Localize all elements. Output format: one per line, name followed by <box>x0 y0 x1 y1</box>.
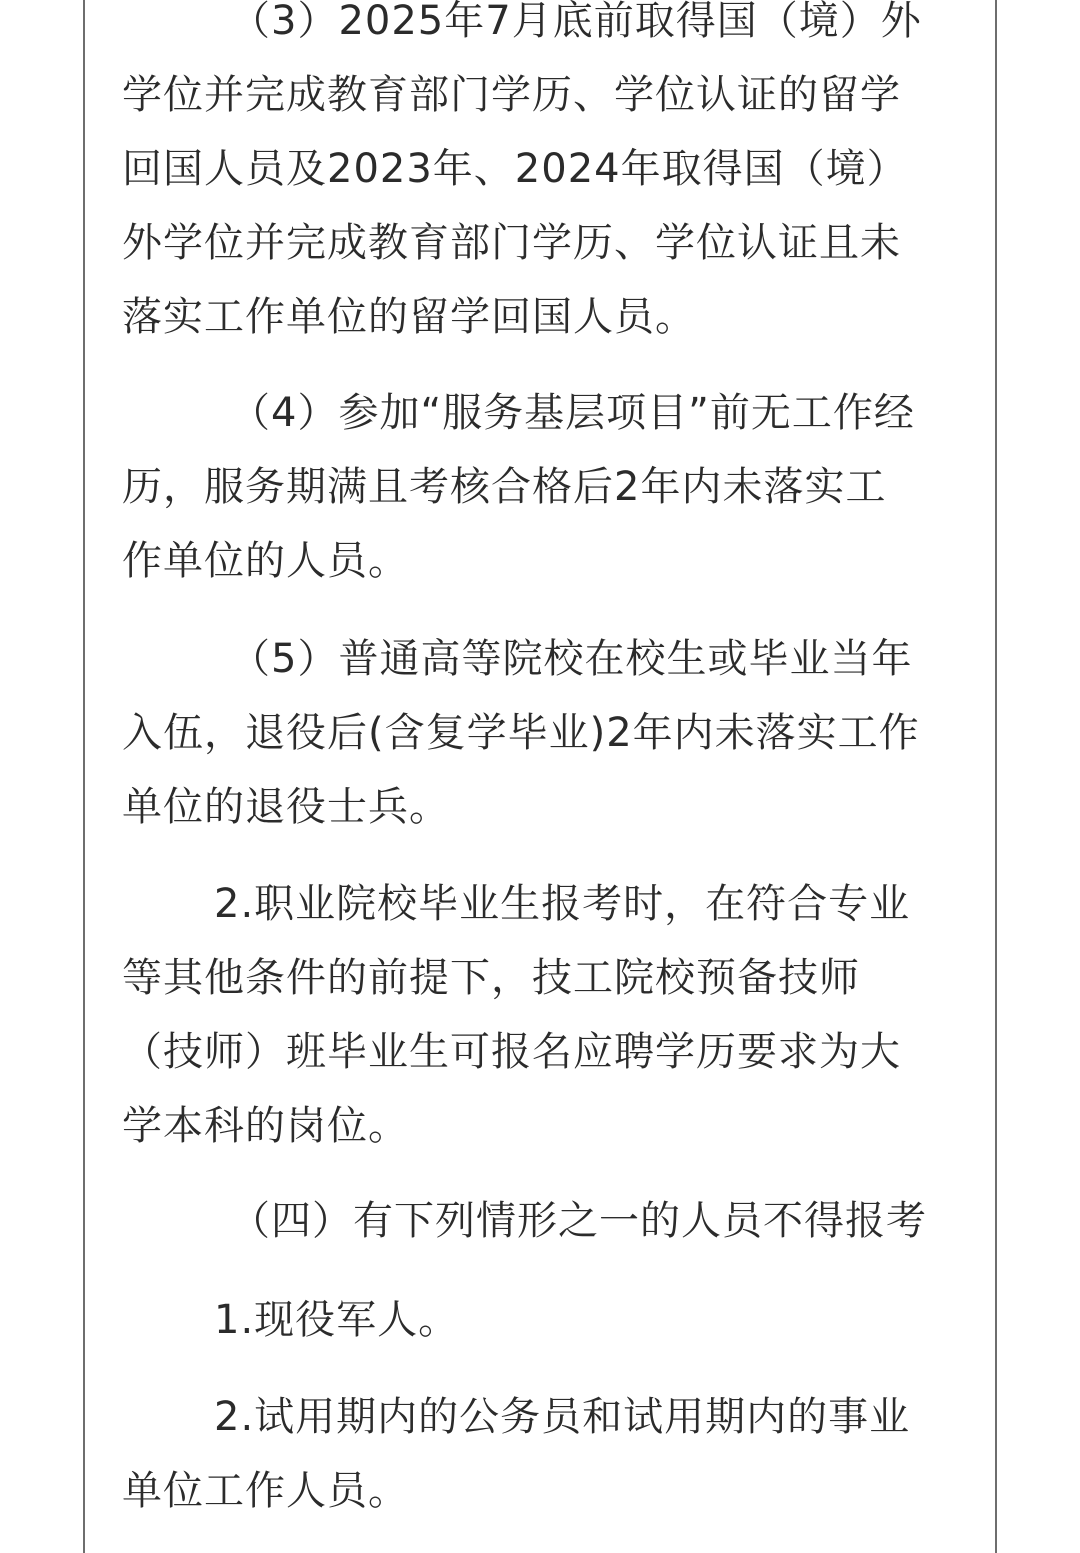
text-line: 外学位并完成教育部门学历、学位认证且未 <box>122 220 901 266</box>
text-line: 落实工作单位的留学回国人员。 <box>122 294 696 340</box>
text-line: 1.现役军人。 <box>214 1297 460 1343</box>
text-line: （5）普通高等院校在校生或毕业当年 <box>230 636 913 682</box>
text-line: 单位的退役士兵。 <box>122 784 450 830</box>
section-heading-disqualifications <box>122 1184 952 1258</box>
paragraph-item-4 <box>122 376 952 598</box>
text-line: 2.试用期内的公务员和试用期内的事业 <box>214 1394 911 1440</box>
text-line: （四）有下列情形之一的人员不得报考 <box>230 1198 927 1244</box>
text-line: （技师）班毕业生可报名应聘学历要求为大 <box>122 1029 901 1075</box>
text-line: 回国人员及2023年、2024年取得国（境） <box>122 146 908 192</box>
paragraph-exclusion-2 <box>122 1380 952 1528</box>
text-line: 作单位的人员。 <box>122 538 409 584</box>
paragraph-item-3 <box>122 0 952 354</box>
text-line: 单位工作人员。 <box>122 1468 409 1514</box>
paragraph-exclusion-1 <box>122 1283 952 1357</box>
text-line: 学本科的岗位。 <box>122 1103 409 1149</box>
text-line: （4）参加“服务基层项目”前无工作经 <box>230 390 915 436</box>
text-line: （3）2025年7月底前取得国（境）外 <box>230 0 922 44</box>
paragraph-vocational-graduates <box>122 867 952 1163</box>
text-line: 学位并完成教育部门学历、学位认证的留学 <box>122 72 901 118</box>
text-line: 2.职业院校毕业生报考时，在符合专业 <box>214 881 911 927</box>
right-border-line <box>995 0 997 1553</box>
left-border-line <box>83 0 85 1553</box>
paragraph-item-5 <box>122 622 952 844</box>
text-line: 历，服务期满且考核合格后2年内未落实工 <box>122 464 887 510</box>
text-line: 入伍，退役后(含复学毕业)2年内未落实工作 <box>122 710 920 756</box>
text-line: 等其他条件的前提下，技工院校预备技师 <box>122 955 860 1001</box>
